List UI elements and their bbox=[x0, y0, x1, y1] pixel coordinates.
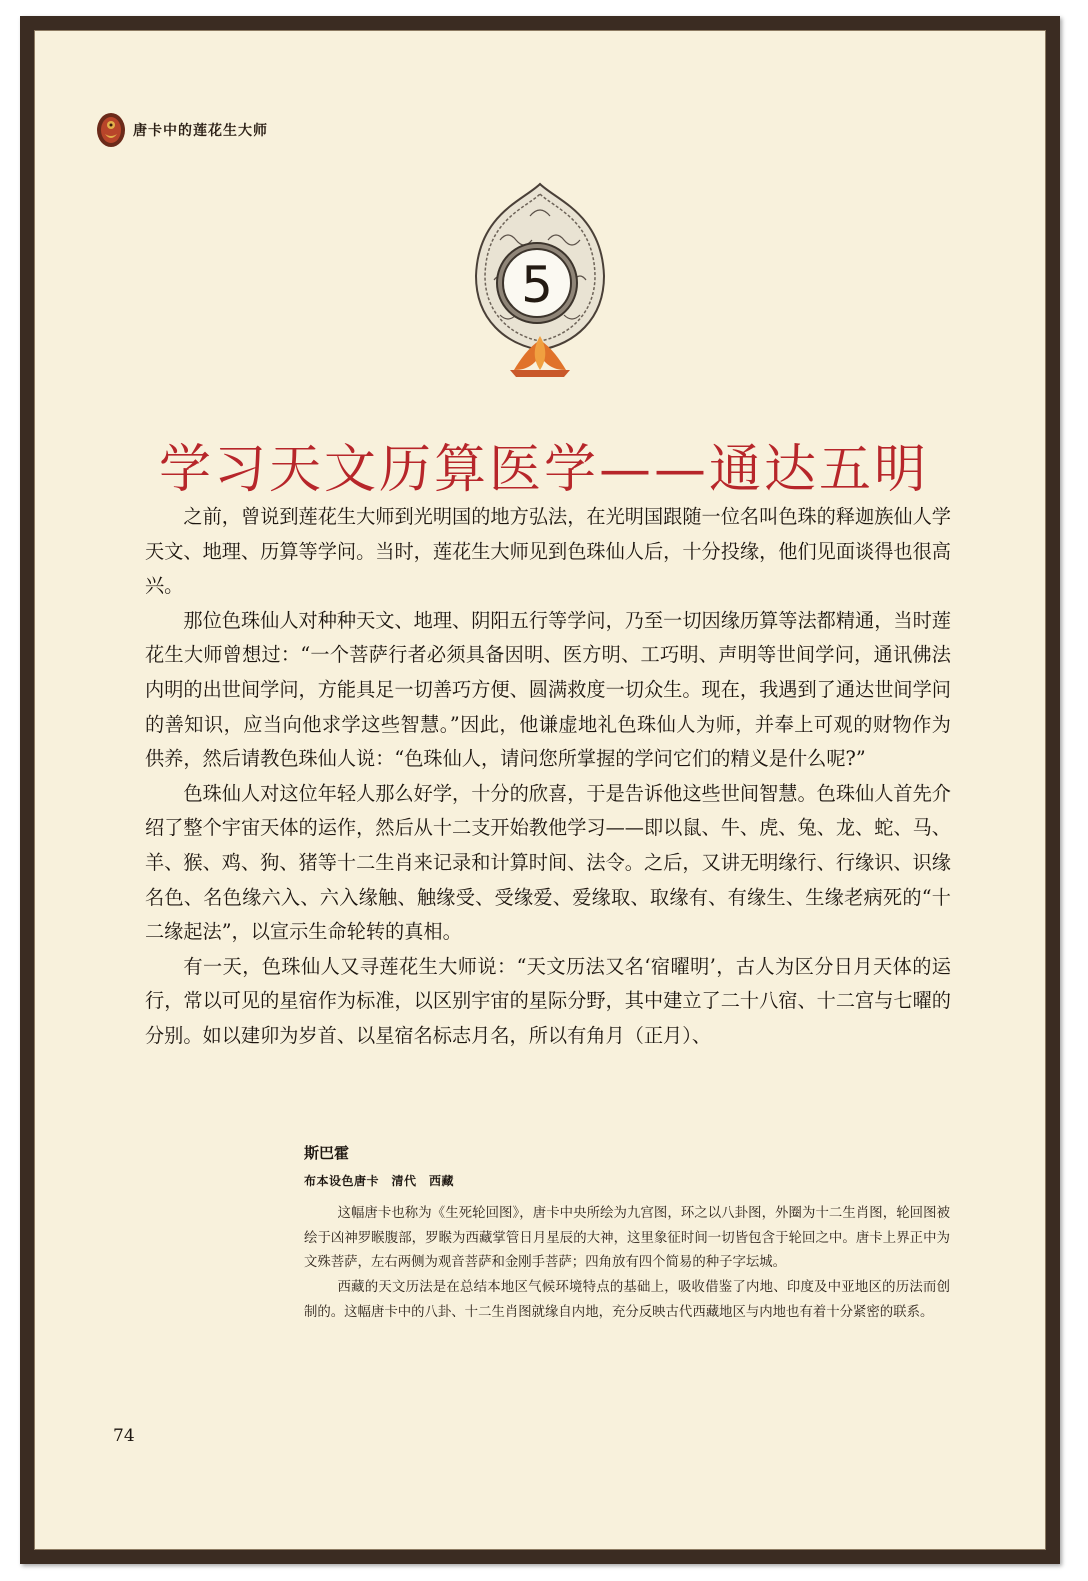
caption-body bbox=[304, 1202, 950, 1326]
caption-subtitle: 布本设色唐卡 清代 西藏 bbox=[304, 1174, 455, 1188]
page-number: 74 bbox=[113, 1426, 135, 1446]
body-text bbox=[145, 500, 951, 1054]
caption-paragraph: 这幅唐卡也称为《生死轮回图》，唐卡中央所绘为九宫图，环之以八卦图，外圈为十二生肖图，轮回图被绘于凶神罗睺腹部，罗睺为西藏掌管日月星辰的大神，这里象征时间一切皆包含于轮回之中。唐卡上界正中为文殊菩萨，左右两侧为观音菩萨和金刚手菩萨；四角放有四个简易的种子字坛城。 bbox=[304, 1206, 950, 1271]
caption-title: 斯巴霍 bbox=[304, 1144, 350, 1162]
body-paragraph: 有一天，色珠仙人又寻莲花生大师说：“天文历法又名‘宿曜明’，古人为区分日月天体的运行，常以可见的星宿作为标准，以区别宇宙的星际分野，其中建立了二十八宿、十二宫与七曜的分别。如以建卯为岁首、以星宿名标志月名，所以有角月（正月）、 bbox=[145, 954, 951, 1047]
body-paragraph: 色珠仙人对这位年轻人那么好学，十分的欣喜，于是告诉他这些世间智慧。色珠仙人首先介绍了整个宇宙天体的运作，然后从十二支开始教他学习——即以鼠、牛、虎、兔、龙、蛇、马、羊、猴、鸡、狗、猪等十二生肖来记录和计算时间、法令。之后，又讲无明缘行、行缘识、识缘名色、名色缘六入、六入缘触、触缘受、受缘爱、爱缘取、取缘有、有缘生、生缘老病死的“十二缘起法”，以宣示生命轮转的真相。 bbox=[145, 781, 951, 944]
deity-emblem-icon bbox=[96, 112, 126, 148]
body-paragraph: 之前，曾说到莲花生大师到光明国的地方弘法，在光明国跟随一位名叫色珠的释迦族仙人学天文、地理、历算等学问。当时，莲花生大师见到色珠仙人后，十分投缘，他们见面谈得也很高兴。 bbox=[145, 505, 951, 598]
chapter-number: 5 bbox=[521, 256, 553, 314]
body-paragraph: 那位色珠仙人对种种天文、地理、阴阳五行等学问，乃至一切因缘历算等法都精通，当时莲花生大师曾想过：“一个菩萨行者必须具备因明、医方明、工巧明、声明等世间学问，通讯佛法内明的出世间学问，方能具足一切善巧方便、圆满救度一切众生。现在，我遇到了通达世间学问的善知识，应当向他求学这些智慧。”因此，他谦虚地礼色珠仙人为师，并奉上可观的财物作为供养，然后请教色珠仙人说：“色珠仙人，请问您所掌握的学问它们的精义是什么呢?” bbox=[145, 608, 951, 771]
running-header-title: 唐卡中的莲花生大师 bbox=[133, 123, 268, 139]
chapter-title: 学习天文历算医学——通达五明 bbox=[158, 439, 929, 500]
caption-paragraph: 西藏的天文历法是在总结本地区气候环境特点的基础上，吸收借鉴了内地、印度及中亚地区的历法而创制的。这幅唐卡中的八卦、十二生肖图就缘自内地，充分反映古代西藏地区与内地也有着十分紧密的联系。 bbox=[304, 1280, 950, 1320]
